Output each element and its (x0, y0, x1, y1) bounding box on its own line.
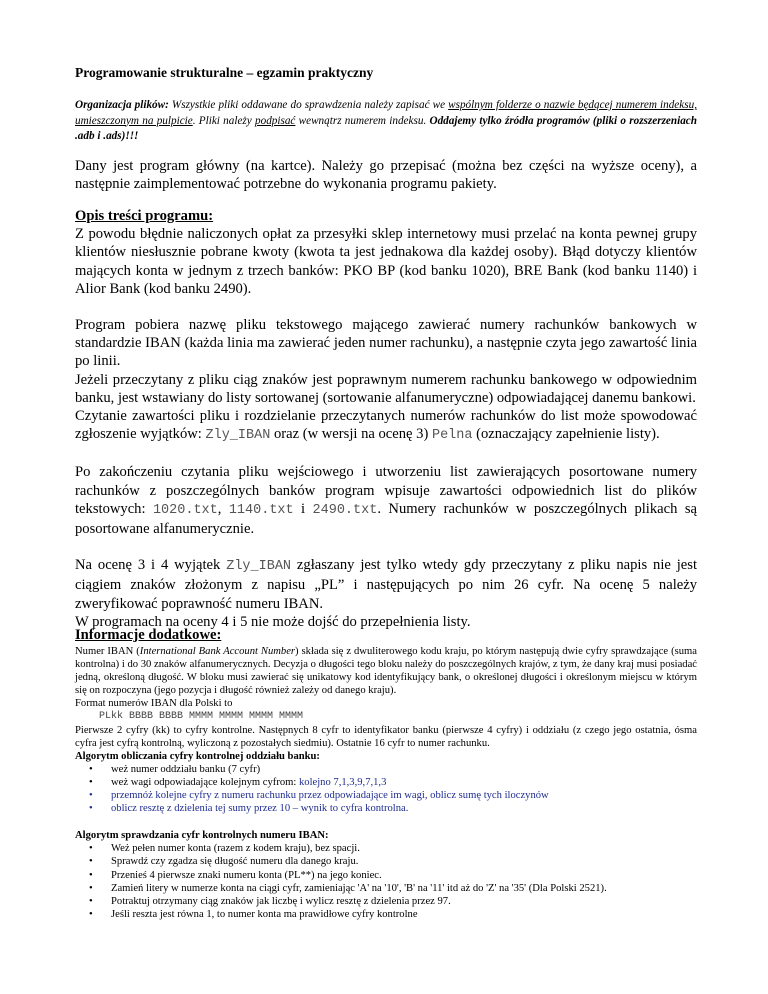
file-name: 1140.txt (228, 502, 294, 518)
exception-name: Zly_IBAN (205, 428, 271, 444)
exception-name: Zly_IBAN (226, 559, 292, 575)
description-paragraph: Czytanie zawartości pliku i rozdzielanie przeczytanych numerów rachunków do list może spowodować zgłoszenie wyjątków: Zly_IBAN oraz (w wersji na ocenę 3) Pelna (oznaczający zapełnienie listy). (75, 408, 697, 444)
description-paragraph: W programach na oceny 4 i 5 nie może dojść do przepełnienia listy. (75, 613, 471, 630)
list-item: • Zamień litery w numerze konta na ciągi cyfr, zamieniając 'A' na '10', 'B' na '11' itd aż do 'Z' na '35' (Dla Polski 2521). (75, 882, 697, 895)
list-item: • oblicz resztę z dzielenia tej sumy przez 10 – wynik to cyfra kontrolna. (75, 802, 697, 815)
program-description (75, 207, 697, 631)
file-name: 1020.txt (152, 502, 218, 518)
list-item: • weż wagi odpowiadające kolejnym cyfrom: kolejno 7,1,3,9,7,1,3 (75, 776, 697, 789)
algorithm-heading: Algorytm sprawdzania cyfr kontrolnych numeru IBAN: (75, 830, 329, 842)
description-paragraph: Po zakończeniu czytania pliku wejściowego i utworzeniu list zawierających posortowane numery rachunków z poszczególnych banków program wpisuje zawartości odpowiednich list do plików tekstowych: 1020.txt, 1140.txt i 2490.txt. Numery rachunków w poszczególnych plikach są posortowane alfanumerycznie. (75, 464, 697, 538)
algorithm-heading: Algorytm obliczania cyfry kontrolnej oddziału banku: (75, 750, 320, 762)
list-item: • Weż pełen numer konta (razem z kodem kraju), bez spacji. (75, 842, 697, 855)
section-heading-info: Informacje dodatkowe: (75, 627, 222, 643)
file-name: 2490.txt (312, 502, 378, 518)
org-text: wewnątrz numerem indeksu. (295, 114, 430, 127)
description-paragraph: Na ocenę 3 i 4 wyjątek Zly_IBAN zgłaszany jest tylko wtedy gdy przeczytany z pliku napis nie jest ciągiem znaków złożonym z napisu „PL” i następujących po nim 26 cyfr. Na ocenę 5 należy zweryfikować poprawność numeru IBAN. (75, 557, 698, 612)
description-paragraph: Z powodu błędnie naliczonych opłat za przesyłki sklep internetowy musi przelać na konta pewnej grupy klientów niesłusznie pobrane kwoty (kwota ta jest jednakowa dla każdej osoby). Błąd dotyczy klientów mających konta w jednym z trzech banków: PKO BP (kod banku 1020), BRE Bank (kod banku 1140) i Alior Bank (kod banku 2490). (75, 226, 697, 297)
exception-name: Pelna (431, 428, 473, 444)
info-paragraph: Pierwsze 2 cyfry (kk) to cyfry kontrolne. Następnych 8 cyfr to identyfikator banku (pierwsze 4 cyfry) i oddziału (z czego jego ostatnia, ósma cyfra jest cyfrą kontrolną, wyliczoną z pozostałych siedmiu). Ostatnie 16 cyfr to numer rachunku. (75, 724, 697, 749)
list-item: • weż numer oddziału banku (7 cyfr) (75, 763, 697, 776)
org-text: Wszystkie pliki oddawane do sprawdzenia należy zapisać we (168, 99, 449, 111)
additional-info (75, 645, 697, 921)
org-text: . Pliki należy (192, 114, 255, 127)
page-title: Programowanie strukturalne – egzamin praktyczny (75, 65, 374, 80)
description-paragraph: Jeżeli przeczytany z pliku ciąg znaków jest poprawnym numerem rachunku bankowego w odpowiednim banku, jest wstawiany do listy sortowanej (sortowanie alfanumeryczne) odpowiadającej danemu bankowi. (75, 371, 697, 406)
list-item: • Jeśli reszta jest równa 1, to numer konta ma prawidłowe cyfry kontrolne (75, 908, 697, 921)
info-paragraph: Numer IBAN (International Bank Account Number) składa się z dwuliterowego kodu kraju, po którym następują dwie cyfry sprawdzające (suma kontrolna) i do 30 znaków alfanumerycznych. Decyzja o długości tego bloku należy do poszczególnych krajów, z tym, że dany kraj musi posiadać jedną, określoną długość. W bloku musi zawierać się unikatowy kod identyfikujący bank, o określonej długości i określonym miejscu w którym się on rozpoczyna (jego pozycja i długość również zależy od danego kraju). (75, 646, 697, 697)
iban-check-steps (75, 842, 697, 921)
list-item: • przemnóż kolejne cyfry z numeru rachunku przez odpowiadające im wagi, oblicz sumę tych iloczynów (75, 789, 697, 802)
org-label: Organizacja plików: (75, 99, 169, 111)
org-underlined-folder: wspólnym folderze o nazwie będącej numerem indeksu, umieszczonym na pulpicie (75, 99, 697, 127)
intro-paragraph: Dany jest program główny (na kartce). Należy go przepisać (można bez części na wyższe oceny), a następnie zaimplementować potrzebne do wykonania programu pakiety. (75, 158, 697, 193)
list-item: • Sprawdź czy zgadza się długość numeru dla danego kraju. (75, 855, 697, 868)
org-bold-note: Oddajemy tylko źródła programów (pliki o rozszerzeniach .adb i .ads)!!! (75, 114, 697, 142)
description-paragraph: Program pobiera nazwę pliku tekstowego mającego zawierać numery rachunków bankowych w standardzie IBAN (każda linia ma zawierać jeden numer rachunku), a następnie czyta jego zawartość linia po linii. (75, 317, 697, 370)
org-underlined-sign: podpisać (255, 114, 296, 127)
section-heading-opis: Opis treści programu: (75, 208, 214, 224)
files-organization-note (75, 98, 697, 145)
iban-format: PLkk BBBB BBBB MMMM MMMM MMMM MMMM (99, 711, 304, 723)
info-paragraph: Format numerów IBAN dla Polski to (75, 698, 233, 710)
list-item: • Potraktuj otrzymany ciąg znaków jak liczbę i wylicz resztę z dzielenia przez 97. (75, 895, 697, 908)
branch-check-digit-steps (75, 763, 697, 815)
list-item: • Przenieś 4 pierwsze znaki numeru konta (PL**) na jego koniec. (75, 869, 697, 882)
